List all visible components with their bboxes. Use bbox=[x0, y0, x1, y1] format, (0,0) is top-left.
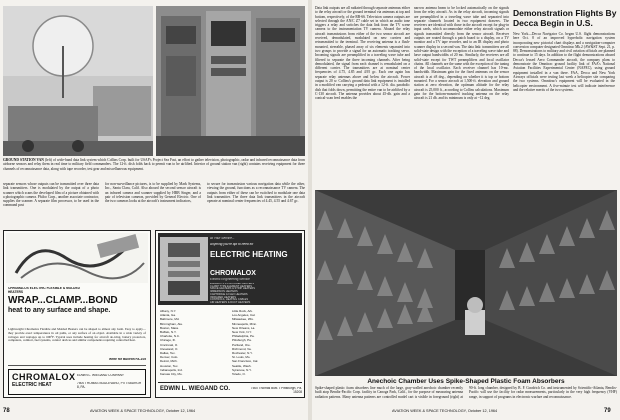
anechoic-chamber-photo bbox=[315, 190, 617, 376]
left-body-col1: separate sensors whose outputs can be transmitted over three data link transmitters. One is modulated by the output of a photo scanner which scans the developed film of a picture obtained with a photographic camera. Philco Corp., another associate contractor, supplies the scanner. A separate film processor, to be used in the command post bbox=[3, 182, 99, 208]
ad1-address: 7500 THOMAS BOULEVARD, PITTSBURGH 8, PA. bbox=[77, 382, 142, 389]
ad2-city: Syracuse, N.Y. bbox=[232, 367, 252, 372]
left-body-col3: to secure for transmission various navigation data while the other, viewing the ground, functions as a reconnaissance TV camera. The outputs from either of these can be switched to modulate one data link transmitter. The three data link transmitters in the aircraft operate at nominal center frequencies of 4.45, 4.55 and 4.67 gc. bbox=[207, 182, 305, 204]
ad2-product-item: CONTROLS, HEATING CABLES bbox=[210, 298, 249, 302]
heater-product-illustration bbox=[6, 233, 148, 283]
right-body-col2: narrow antenna beam to be locked automatically on the signals from the relay aircraft. As in the relay aircraft, incoming signals are preamplified in a traveling wave tube and separated into separate channels located in two equipment drawers. The receivers are identical with those in the aircraft except for plug-in input cards, which accommodate either relay aircraft signals or signals transmitted directly from the sensor aircraft. Receiver outputs are routed through a patch board to a display, on a TV monitor and a TV tape recorder, and to an IR display and photo scanner display in a second van. The data link: transmitters are all solid-state design with the exception of a traveling wave tube and have output bandwidths of 20 mc. Similarly, the receivers are all solid-state except for TWT preamplifiers and local oscillator chains. All channels are the same with the exception of the tuning of the local oscillator. Each receiver channel has 10-mc. bandwidth. Maximum gain for the fixed antennas on the sensor aircraft is at ±8 deg., depending on whether it is top or bottom mounted. For a sensor aircraft at 1,500-ft. elevation and ground station at zero elevation, the optimum altitude for the relay aircraft is 25,000 ft., according to Collins calculations. Maximum gain for the bottom-mounted tracking antenna on the relay aircraft is 21 db. and its minimum is only at ~12 deg. bbox=[414, 6, 509, 101]
ad1-divider bbox=[8, 365, 146, 366]
ad2-city: Albany, N.Y. bbox=[160, 309, 177, 313]
ad2-city: Toledo, O. bbox=[232, 372, 246, 377]
ad2-city: Birmingham, Ala. bbox=[160, 321, 183, 326]
ad2-product-item: IMMERSION HEATERS bbox=[210, 290, 238, 294]
ad2-city: Houston, Tex. bbox=[160, 363, 179, 368]
ad1-logo-box bbox=[8, 369, 146, 395]
right-page-number: 79 bbox=[604, 408, 611, 414]
photo-caption-text: (left) of wide-band data link system which Collins Corp. built for USAF's Project Sea Fast, an effort to gather television, photographic, radar and infrared reconnaissance data from airborne sensors and relay them in real time to military field commanders. The 12-ft. dish folds back to permit van to be airlifted. Interior of ground station van (right) contains receiving equipment for three channels of reconnaissance data, along with tape recorder, test gear and miscellaneous equipment. bbox=[3, 158, 305, 171]
anechoic-caption-head: Anechoic Chamber Uses Spike-Shaped Plastic Foam Absorbers bbox=[367, 378, 565, 385]
ad2-city: Rochester, N.Y. bbox=[232, 351, 253, 356]
ad1-headline-1: WRAP...CLAMP...BOND bbox=[8, 295, 118, 306]
ad2-city: Atlanta, Ga. bbox=[160, 313, 176, 318]
ad2-city-list-a bbox=[160, 309, 230, 379]
ad2-city: Charlotte, N.C. bbox=[160, 334, 180, 339]
ad2-city: Little Rock, Ark. bbox=[232, 309, 253, 313]
ad2-product-item: AIR HEATERS & DUCT HEATERS bbox=[210, 300, 251, 304]
ad2-city: Seattle, Wash. bbox=[232, 363, 252, 368]
left-body-col2: for non-surveillance pictures, is to be supplied by Mark Systems, Inc., Santa Clara, Calif. Also aboard the second sensor aircraft is an infrared camera and scanner supplied by HRB Singer, and a pair of television cameras, provided by General Electric. One of the two cameras looks at the aircraft's instrument indicators, bbox=[105, 182, 201, 204]
ad2-city: Detroit, Mich. bbox=[160, 359, 178, 364]
chromalox-electric-heating-ad bbox=[155, 230, 305, 398]
ad2-city: Chicago, Ill. bbox=[160, 338, 176, 343]
photo-caption bbox=[3, 158, 305, 180]
anechoic-caption: Spike-shaped plastic foam absorbers line much of the large, gray-walled anechoic chamber recently built atop Bendix-Pacific Corp. facility in Canoga Park, Calif., for the purpose of measuring antenna radiation patterns. Many antenna patterns are controlled model cart is visible in foreground (right) at 90-ft. long chamber, designed by B. F. Goodrich Co. and instrumented by Scientific-Atlanta, Bendix-Pacific will use the facility for radar measurements, particularly in the very high frequency (VHF) range, in support of programs in electronic warfare and reconnaissance. bbox=[315, 386, 617, 399]
ad2-city: Richmond, Va. bbox=[232, 346, 252, 351]
ad2-city: St. Louis, Mo. bbox=[232, 355, 251, 360]
right-page bbox=[312, 0, 620, 420]
ad2-company: EDWIN L. WIEGAND CO. bbox=[160, 386, 230, 392]
ad2-city: Philadelphia, Pa. bbox=[232, 334, 255, 339]
ad1-logo-sub: ELECTRIC HEAT bbox=[12, 382, 52, 388]
decca-headline: Demonstration Flights By Decca Begin in U.S. bbox=[513, 8, 617, 28]
ad2-product-item: INFRARED HEATERS bbox=[210, 295, 237, 299]
ad2-address: 7500 Thomas Blvd. • Pittsburgh, Pa. 15208 bbox=[250, 387, 302, 394]
ad2-city: Kansas City, Mo. bbox=[160, 372, 183, 377]
ad2-product-item: CLAMP TYPE ELEMENT HEATERS bbox=[210, 284, 253, 288]
ad2-footer-bar bbox=[158, 382, 302, 397]
ad2-city: Pittsburgh, Pa. bbox=[232, 338, 252, 343]
left-page-number: 78 bbox=[3, 408, 10, 414]
ad2-product-item: SPACE HEATERS & STRIP HEATERS bbox=[210, 287, 255, 291]
ad2-city: Indianapolis, Ind. bbox=[160, 367, 183, 372]
ad2-city: Minneapolis, Minn. bbox=[232, 321, 258, 326]
left-page bbox=[0, 0, 308, 420]
chromalox-flexible-heaters-ad bbox=[3, 230, 151, 398]
ad2-city: New York, N.Y. bbox=[232, 330, 252, 335]
ad1-headline-2: heat to any surface and shape. bbox=[8, 307, 111, 314]
ad1-cta[interactable]: Write for Bulletin FA-105 bbox=[109, 358, 146, 361]
ad2-city: Denver, Colo. bbox=[160, 355, 179, 360]
right-body-col1: Data link outputs are all radiated through separate antennas either to the relay aircraft or the ground terminal via antennas at top and bottom, respectively, of the RB-66. Television camera outputs are selected through the AN/C Z7 cable set in which an audio tone triggers a relay and switches the data link from the TV scene camera to the instrumentation TV camera. Aboard the relay aircraft transmissions from either of the two sensor aircraft are received, demodulated, modulated on new carriers and retransmitted to the terminal. The receiving antenna is a flush-mounted, steerable, phased array of six elements separated into two groups to provide a signal for an automatic tracking servo. Incoming signals are preamplified in a traveling wave tube and filtered to separate the three incoming channels. After being demodulated, the signal from each channel is remodulated on a different carrier. The transmitters are at nominal center frequencies of 4.75, 4.85 and 4.95 gc. Each one again has separate relay antennas above and below the aircraft. Power output is 20 w. Collins's ground data link equipment is installed in a modified van carrying a pedestal with a 12-ft. dia. parabolic dish that folds down, permitting the entire van to be airlifted by a C-130 aircraft. The antenna provides about 45-db. gain and a conical-scan feed enables the bbox=[315, 6, 410, 101]
right-footer: AVIATION WEEK & SPACE TECHNOLOGY, October 12, 1964 bbox=[392, 409, 498, 413]
ad2-city: Cincinnati, O. bbox=[160, 342, 179, 347]
decca-article: New York—Decca Navigator Co. began U.S. flight demonstrations here Oct. 8 of an improved hyperbolic navigation system incorporating new pictorial chart displays and a navigation-computer conversion computer designated Omnitrac Mk.2 (AW&ST Sept. 21, p. 88). Demonstrations to military and civil aviation officials are planned to continue to 15 days. In addition to the flight demonstrations aboard Decca's leased Aero Commander aircraft, the company plans to demonstrate the Omnitrac ground facility link of FAA's National Aviation Facilities Experimental Center (NAFEC), using ground equipment installed in a van there. FAA, Decca and New York Airways officials were testing last week a helicopter site comparing the two systems. Omnitrac's equipment will be evaluated in the helicopter environment. A five-minute test will indicate interference and the relative merits of the two systems. bbox=[513, 32, 615, 92]
anechoic-caption-left bbox=[315, 386, 617, 406]
ad2-city: Baltimore, Md. bbox=[160, 317, 180, 322]
ad2-top-panel bbox=[158, 233, 302, 305]
ad2-product-item: ELEMENTS & PACKAGED HEATERS bbox=[210, 283, 255, 285]
ad2-headline: ELECTRIC HEATING bbox=[210, 250, 288, 259]
ad2-city: Cleveland, O. bbox=[160, 346, 179, 351]
photo-caption-head: GROUND STATION VAN bbox=[3, 158, 44, 162]
ad2-city: New Orleans, La. bbox=[232, 325, 256, 330]
ad2-logo: CHROMALOX bbox=[210, 270, 256, 277]
van-interior-photo bbox=[156, 6, 305, 156]
ad1-company: EDWIN L. WIEGAND COMPANY bbox=[77, 374, 125, 377]
ad2-city: Dallas, Tex. bbox=[160, 351, 176, 356]
ground-station-van-photo bbox=[3, 6, 153, 156]
ad2-product-image bbox=[160, 237, 208, 301]
ad2-city-list-b bbox=[232, 309, 302, 379]
ad2-city: San Francisco, Cal. bbox=[232, 359, 259, 364]
ad2-product-list bbox=[210, 283, 302, 305]
ad2-city: Milwaukee, Wis. bbox=[232, 317, 254, 322]
left-footer: AVIATION WEEK & SPACE TECHNOLOGY, October 12, 1964 bbox=[90, 409, 196, 413]
ad2-city: Portland, Ore. bbox=[232, 342, 251, 347]
ad2-logo-sub: Electric Engineering Service bbox=[210, 278, 250, 281]
ad1-brand: CHROMALOX ELECTRIC FLEXIBLE & MOLDED HEATERS bbox=[8, 287, 80, 294]
ad2-city: Los Angeles, Cal. bbox=[232, 313, 256, 318]
ad2-tag: At Your Service... bbox=[210, 237, 235, 240]
ad2-city: Boston, Mass. bbox=[160, 325, 180, 330]
ad1-body: Lightweight Chromalox Flexible and Molded Heaters can be shaped to almost any form. Easy to apply—they provide exact temperatures in oil paths, or any surface of an object. Available in a wide variety of voltages and wattages up to 600°F. Typical uses include heating for aircraft de-icing, battery protectors, computers, comfort, fuel systems, control devices and similar components requiring controlled heat. bbox=[8, 328, 146, 343]
ad2-product-item: CARTRIDGE & FLEX HEATERS bbox=[210, 292, 248, 296]
ad2-city: Buffalo, N.Y. bbox=[160, 330, 177, 335]
ad1-logo: CHROMALOX bbox=[12, 372, 76, 382]
ad2-slogan: Anything you're apt to need for bbox=[210, 243, 254, 246]
